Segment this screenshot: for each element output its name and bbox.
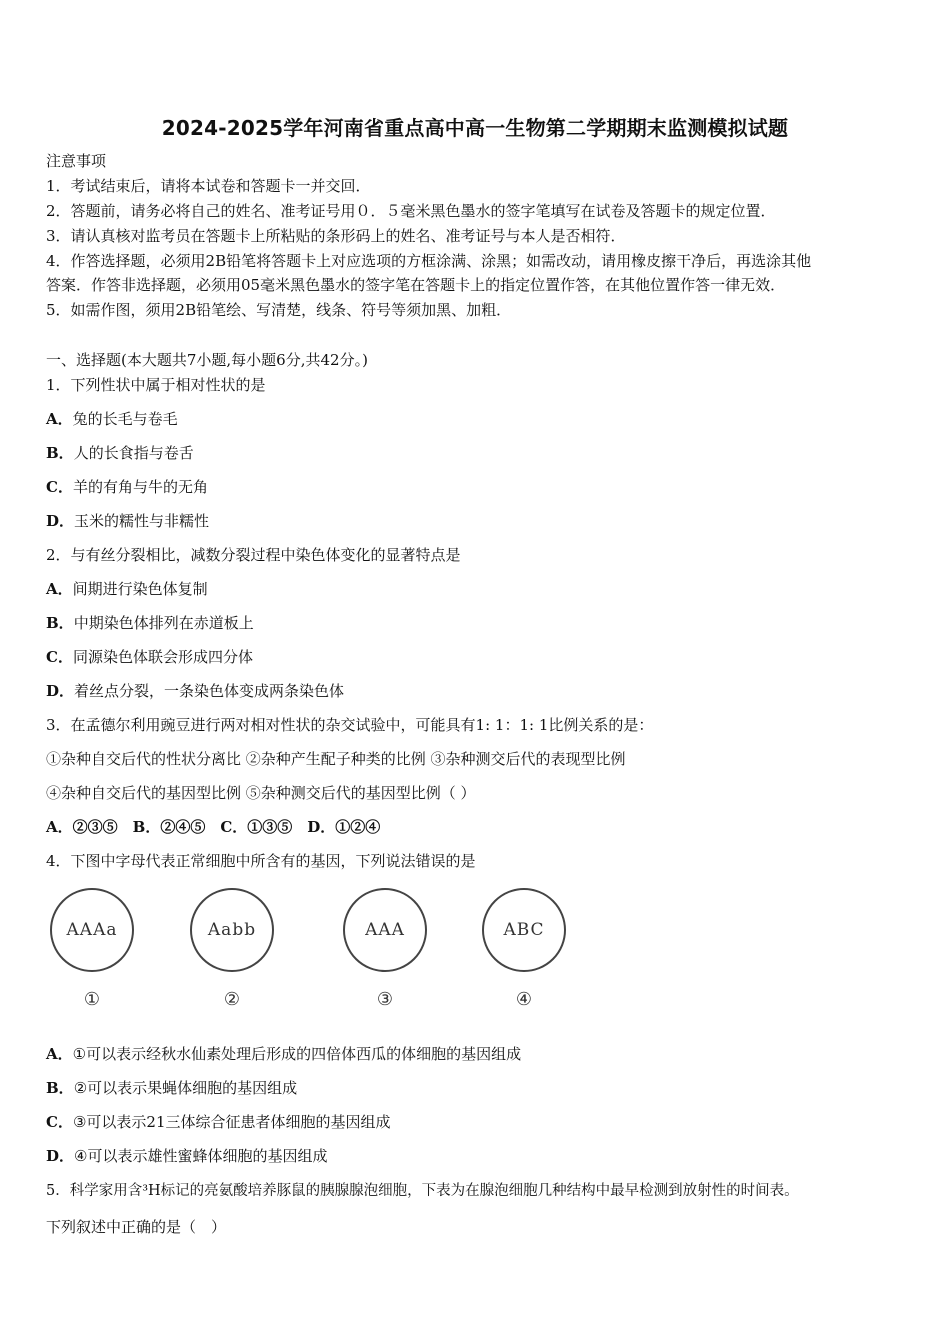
question-3-line: ④杂种自交后代的基因型比例 ⑤杂种测交后代的基因型比例（ ） — [46, 784, 476, 802]
option-letter: C． — [46, 648, 73, 666]
cell-label: ③ — [376, 989, 394, 1010]
option-text: 同源染色体联会形成四分体 — [72, 648, 253, 666]
option-letter: A． — [46, 410, 73, 428]
notice-item: 1．考试结束后，请将本试卷和答题卡一并交回． — [46, 177, 371, 195]
option-text: ④可以表示雄性蜜蜂体细胞的基因组成 — [74, 1147, 328, 1165]
question-2-option-d — [46, 680, 344, 702]
cell-label: ④ — [515, 989, 533, 1010]
question-2-option-b — [46, 612, 254, 634]
option-text: 间期进行染色体复制 — [72, 580, 208, 598]
question-1-option-d — [46, 510, 209, 532]
question-4-option-a — [46, 1043, 521, 1065]
option-letter: D． — [46, 1147, 75, 1165]
notice-heading: 注意事项 — [46, 152, 107, 170]
page-title: 2024-2025学年河南省重点高中高一生物第二学期期末监测模拟试题 — [161, 116, 789, 140]
question-5-line: 下列叙述中正确的是（ ） — [46, 1218, 227, 1236]
option-text: 中期染色体排列在赤道板上 — [73, 614, 254, 632]
option-letter: D． — [46, 682, 75, 700]
question-2-stem: 2．与有丝分裂相比，减数分裂过程中染色体变化的显著特点是 — [46, 546, 461, 564]
question-2-option-a — [46, 578, 208, 600]
option-text: 人的长食指与卷舌 — [73, 444, 194, 462]
option-letter: D． — [46, 512, 75, 530]
option-letter: C． — [46, 478, 73, 496]
option-letter: C． — [46, 1113, 73, 1131]
question-4-option-d — [46, 1145, 327, 1167]
option-letter: B． — [46, 1079, 74, 1097]
notice-item: 5．如需作图，须用2B铅笔绘、写清楚，线条、符号等须加黑、加粗． — [46, 301, 512, 319]
option-letter: A． — [46, 580, 73, 598]
question-4-stem: 4．下图中字母代表正常细胞中所含有的基因，下列说法错误的是 — [46, 852, 476, 870]
option-text: ③可以表示21三体综合征患者体细胞的基因组成 — [72, 1113, 391, 1131]
question-4-option-c — [46, 1111, 391, 1133]
option-letter: B． — [46, 614, 74, 632]
option-text: 羊的有角与牛的无角 — [72, 478, 208, 496]
option-text: 玉米的糯性与非糯性 — [74, 512, 210, 530]
question-2-option-c — [46, 646, 253, 668]
question-4-option-b — [46, 1077, 297, 1099]
option-text: ②可以表示果蝇体细胞的基因组成 — [73, 1079, 298, 1097]
cell-circle: AAAa — [50, 888, 134, 972]
option-letter: A． — [46, 1045, 73, 1063]
option-text: 兔的长毛与卷毛 — [72, 410, 178, 428]
notice-item: 3．请认真核对监考员在答题卡上所粘贴的条形码上的姓名、准考证号与本人是否相符． — [46, 227, 626, 245]
question-5-stem: 5．科学家用含³H标记的亮氨酸培养豚鼠的胰腺腺泡细胞，下表为在腺泡细胞几种结构中最早检测到放射性的时间表。 — [46, 1183, 799, 1199]
cell-label: ① — [83, 989, 101, 1010]
section-heading: 一、选择题(本大题共7小题,每小题6分,共42分。) — [46, 351, 368, 369]
question-3-choices: A．②③⑤ B．②④⑤ C．①③⑤ D．①②④ — [46, 818, 381, 836]
question-1-option-b — [46, 442, 194, 464]
cell-circle: Aabb — [190, 888, 274, 972]
question-3-line: ①杂种自交后代的性状分离比 ②杂种产生配子种类的比例 ③杂种测交后代的表现型比例 — [46, 750, 626, 768]
question-1-stem: 1．下列性状中属于相对性状的是 — [46, 376, 266, 394]
question-1-option-c — [46, 476, 208, 498]
question-1-option-a — [46, 408, 178, 430]
option-text: ①可以表示经秋水仙素处理后形成的四倍体西瓜的体细胞的基因组成 — [72, 1045, 522, 1063]
cell-diagram — [46, 884, 606, 1024]
cell-label: ② — [223, 989, 241, 1010]
notice-item: 2．答题前，请务必将自己的姓名、准考证号用０．５毫米黑色墨水的签字笔填写在试卷及答题卡的规定位置． — [46, 202, 776, 220]
notice-item: 答案．作答非选择题，必须用05毫米黑色墨水的签字笔在答题卡上的指定位置作答，在其他位置作答一律无效． — [46, 276, 786, 294]
option-letter: B． — [46, 444, 74, 462]
cell-circle: AAA — [343, 888, 427, 972]
notice-item: 4．作答选择题，必须用2B铅笔将答题卡上对应选项的方框涂满、涂黑；如需改动，请用橡皮擦干净后，再选涂其他 — [46, 252, 812, 270]
cell-circle: ABC — [482, 888, 566, 972]
question-3-stem: 3．在孟德尔利用豌豆进行两对相对性状的杂交试验中，可能具有1: 1：1: 1比例关系的是： — [46, 716, 654, 734]
option-text: 着丝点分裂，一条染色体变成两条染色体 — [74, 682, 345, 700]
